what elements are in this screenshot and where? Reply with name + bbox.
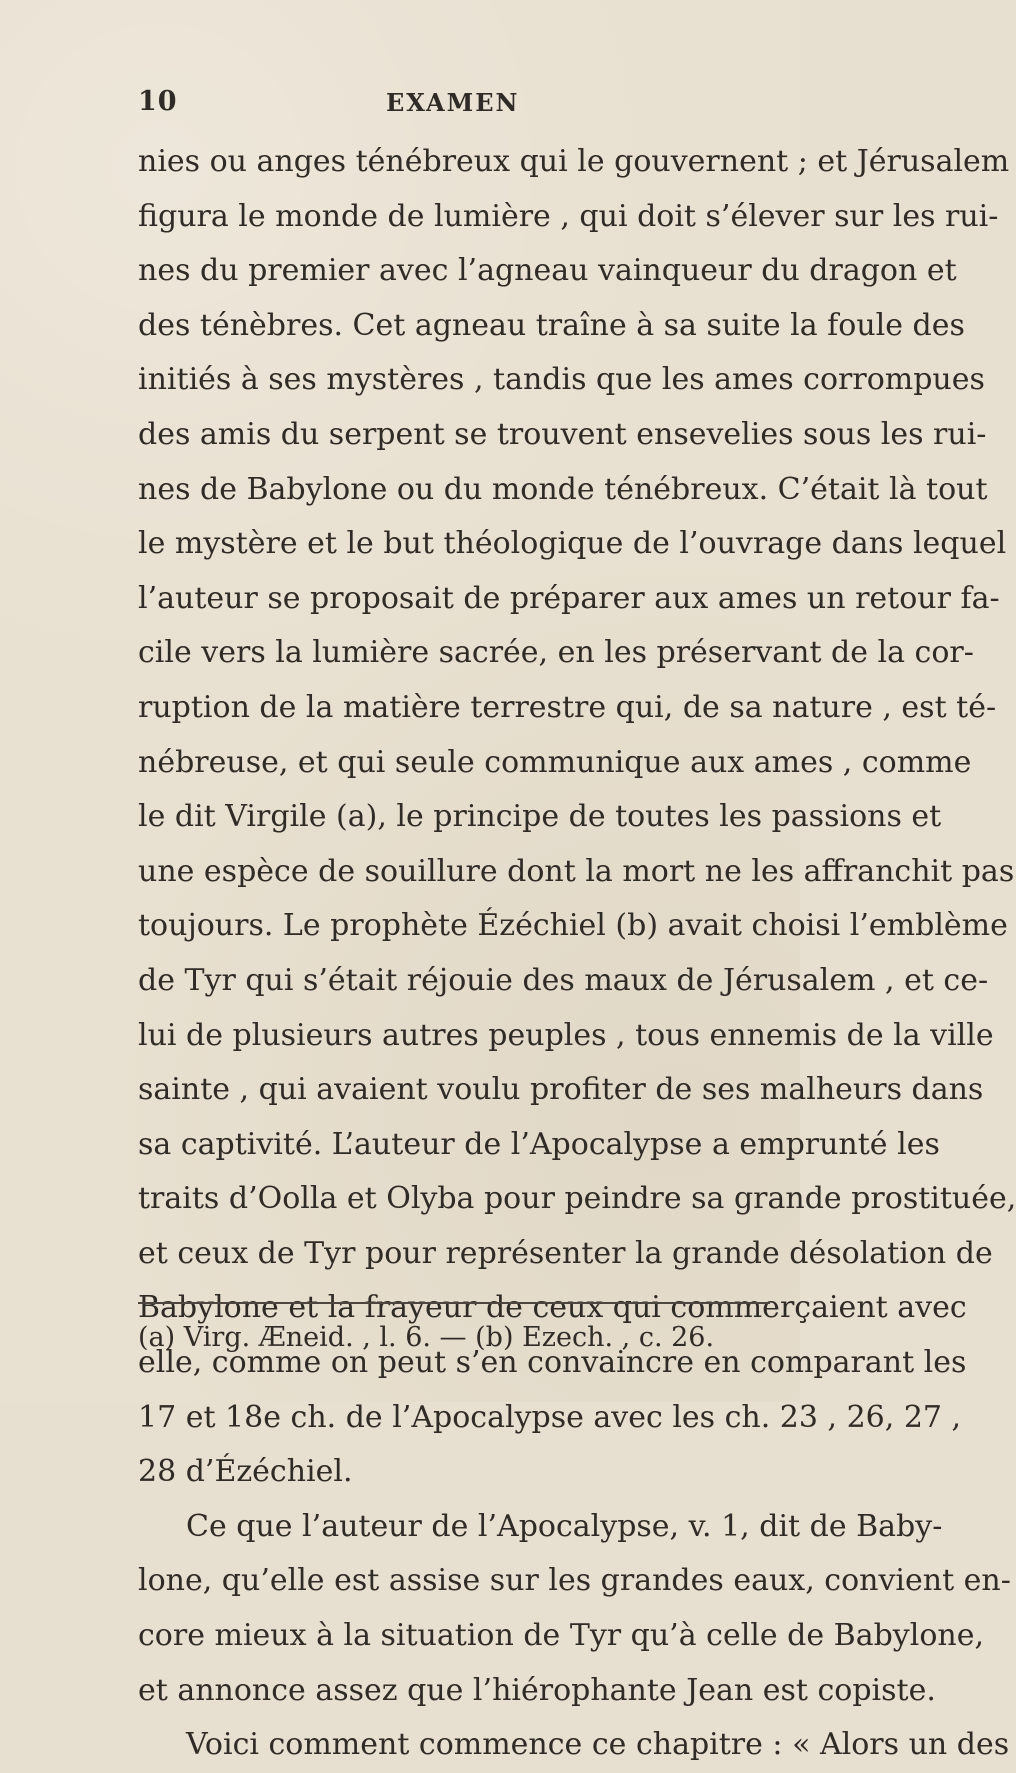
text-line: lui de plusieurs autres peuples , tous ennemis de la ville (138, 1017, 994, 1053)
text-line: 28 d’Ézéchiel. (138, 1454, 353, 1490)
text-line: Babylone et la frayeur de ceux qui commerçaient avec (138, 1290, 967, 1326)
text-line: le dit Virgile (a), le principe de toutes les passions et (138, 799, 942, 835)
text-line: nes du premier avec l’agneau vainqueur du dragon et (138, 253, 957, 289)
text-line: de Tyr qui s’était réjouie des maux de Jérusalem , et ce- (138, 962, 989, 998)
text-line: et annonce assez que l’hiérophante Jean est copiste. (138, 1672, 936, 1708)
text-line: nies ou anges ténébreux qui le gouvernent ; et Jérusalem (138, 144, 1010, 179)
text-line: 17 et 18e ch. de l’Apocalypse avec les ch. 23 , 26, 27 , (138, 1399, 962, 1435)
text-line: l’auteur se proposait de préparer aux ames un retour fa- (138, 580, 1000, 616)
text-line: cile vers la lumière sacrée, en les préservant de la cor- (138, 635, 974, 671)
text-line: des amis du serpent se trouvent ensevelies sous les rui- (138, 416, 987, 452)
running-head (138, 86, 698, 126)
text-line: sainte , qui avaient voulu profiter de ses malheurs dans (138, 1072, 984, 1108)
text-line: Voici comment commence ce chapitre : « Alors un des (186, 1727, 1010, 1763)
footnote-divider (138, 1302, 770, 1304)
text-line: sa captivité. L’auteur de l’Apocalypse a emprunté les (138, 1126, 940, 1162)
text-line: figura le monde de lumière , qui doit s’élever sur les rui- (138, 198, 999, 234)
page-number: 10 (138, 86, 178, 117)
body-text (138, 135, 1016, 1773)
text-line: une espèce de souillure dont la mort ne les affranchit pas (138, 853, 1015, 889)
footnote-text: (a) Virg. Æneid. , l. 6. — (b) Ezech. , c. 26. (138, 1322, 715, 1353)
text-line: lone, qu’elle est assise sur les grandes eaux, convient en- (138, 1563, 1011, 1599)
text-line: le mystère et le but théologique de l’ouvrage dans lequel (138, 526, 1007, 562)
text-line: des ténèbres. Cet agneau traîne à sa suite la foule des (138, 307, 965, 343)
text-line: initiés à ses mystères , tandis que les ames corrompues (138, 362, 985, 398)
text-line: elle, comme on peut s’en convaincre en comparant les (138, 1345, 967, 1381)
text-line: ruption de la matière terrestre qui, de sa nature , est té- (138, 689, 997, 725)
text-line: et ceux de Tyr pour représenter la grande désolation de (138, 1235, 993, 1271)
text-line: nes de Babylone ou du monde ténébreux. C’était là tout (138, 471, 988, 507)
text-line: Ce que l’auteur de l’Apocalypse, v. 1, dit de Baby- (186, 1508, 943, 1544)
text-line: nébreuse, et qui seule communique aux ames , comme (138, 744, 972, 780)
text-line: traits d’Oolla et Olyba pour peindre sa grande prostituée, (138, 1181, 1016, 1217)
text-line: toujours. Le prophète Ézéchiel (b) avait choisi l’emblème (138, 908, 1008, 944)
text-line: core mieux à la situation de Tyr qu’à celle de Babylone, (138, 1618, 985, 1654)
chapter-title: EXAMEN (386, 88, 520, 117)
